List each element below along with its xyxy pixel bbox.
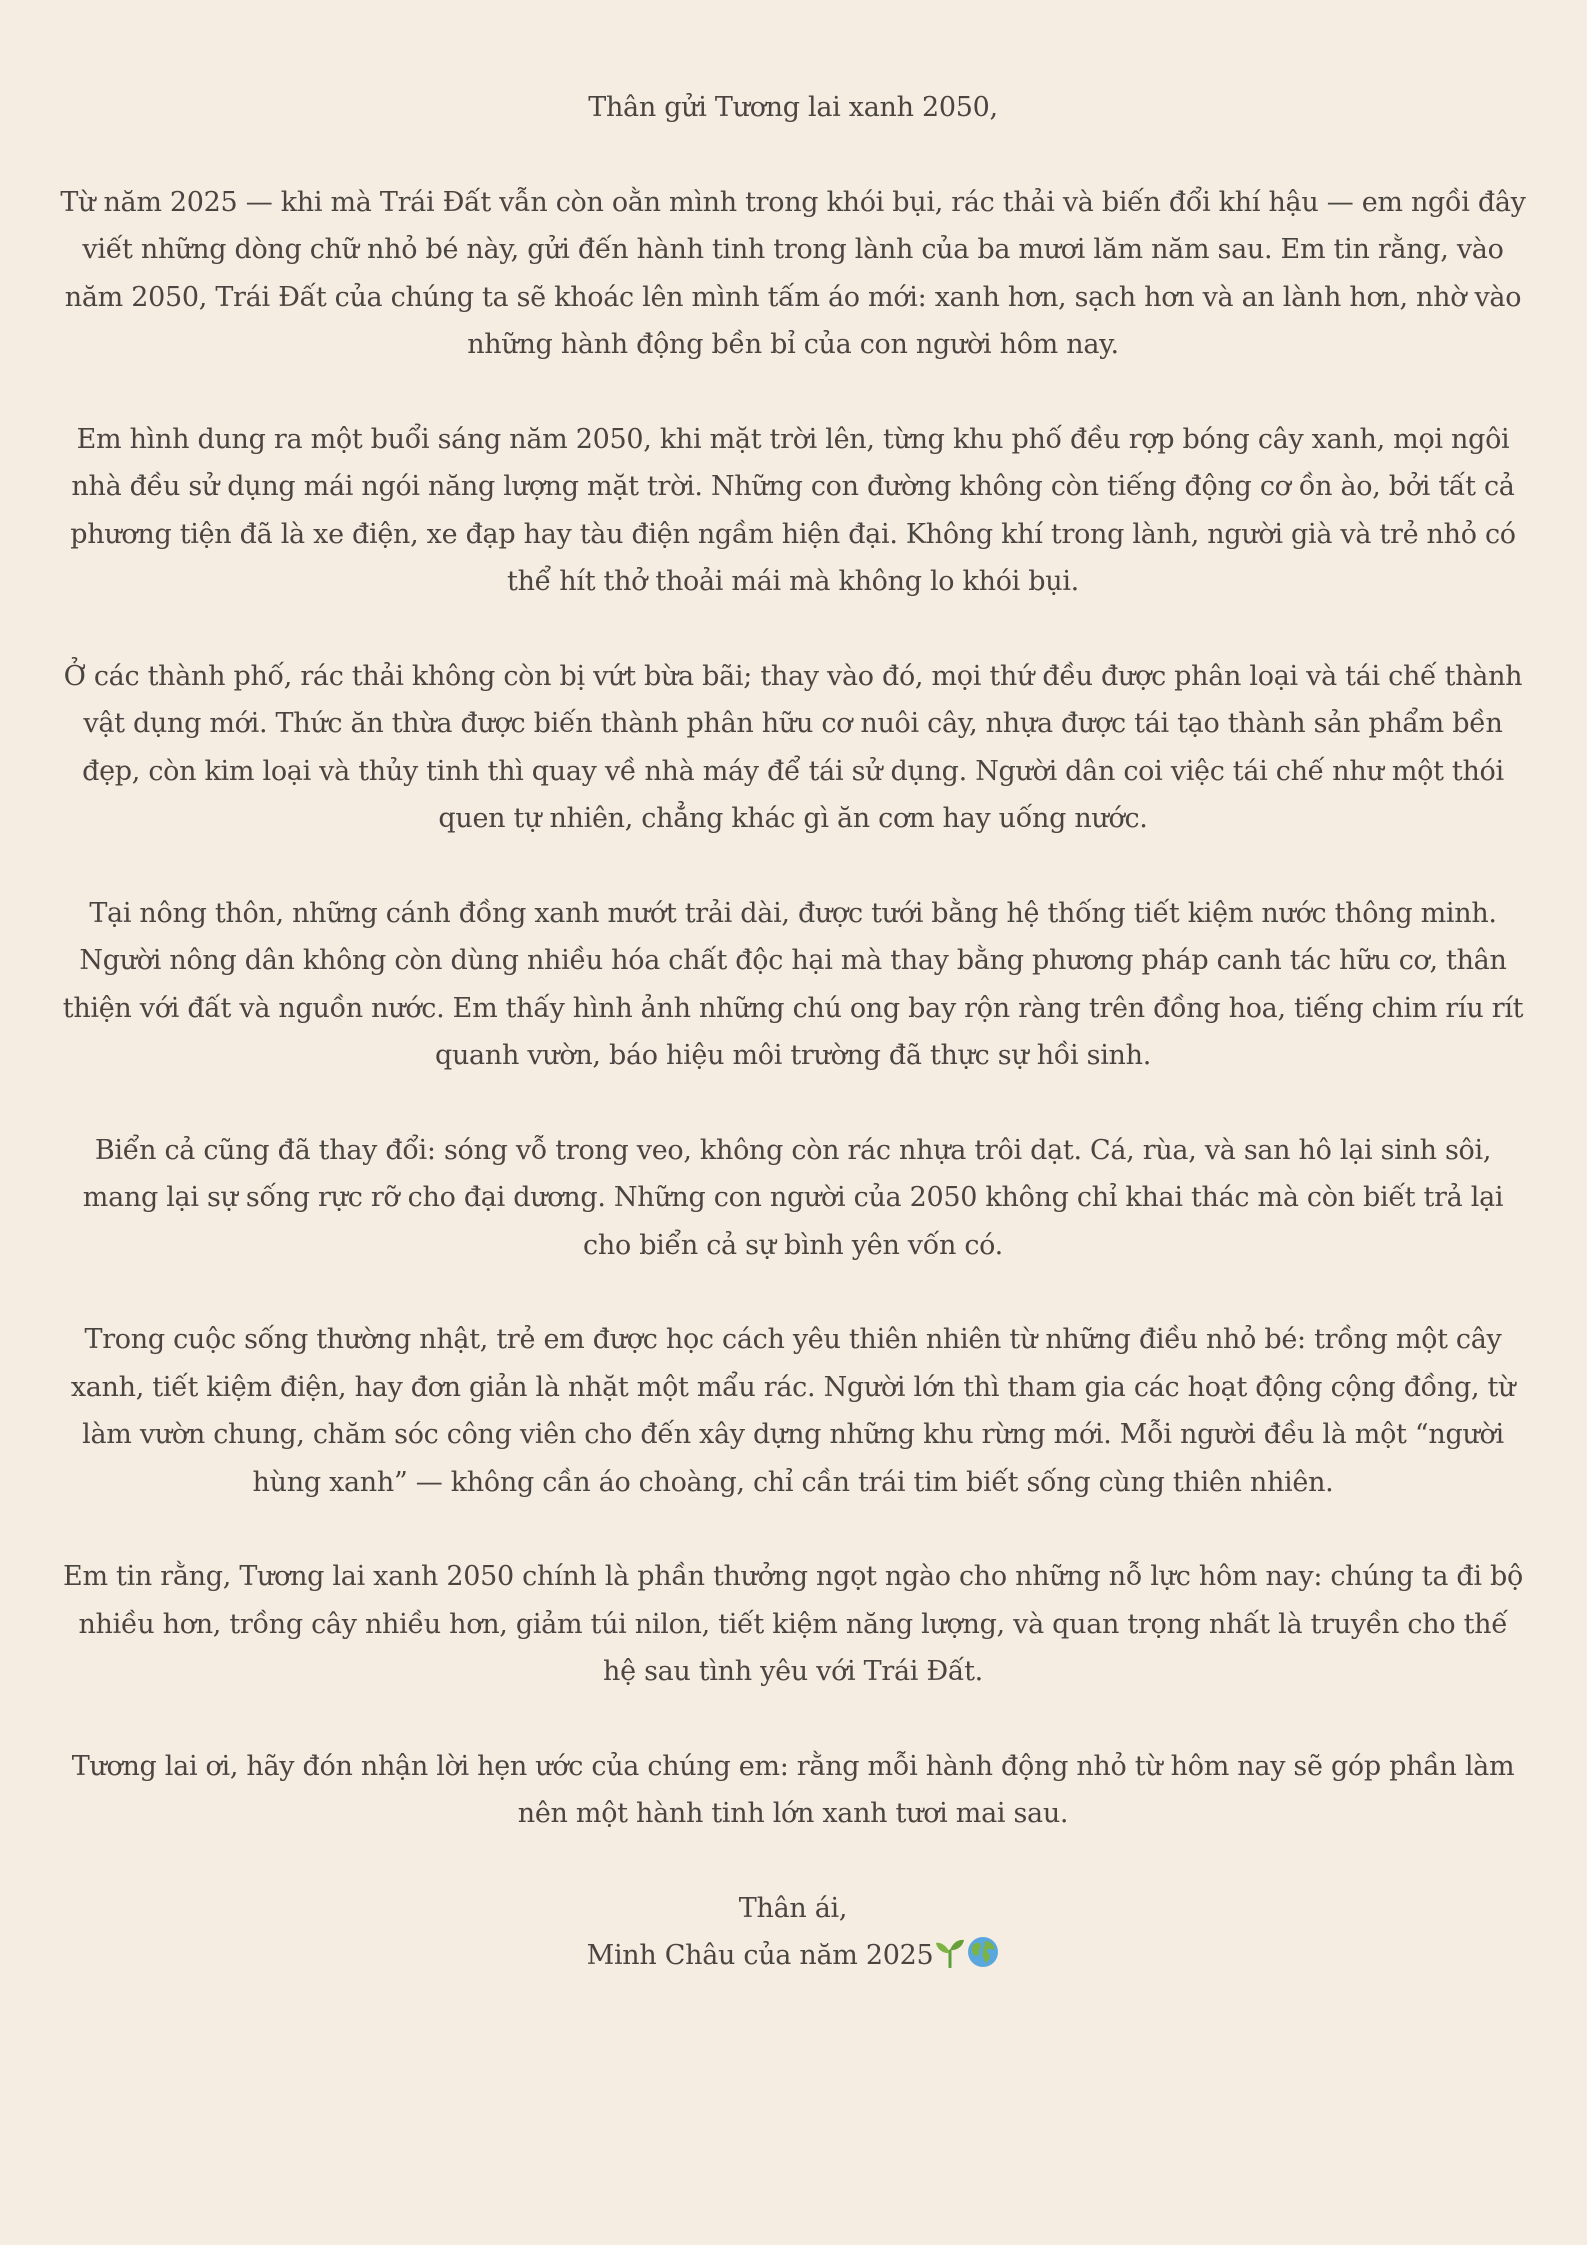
- letter-greeting: Thân gửi Tương lai xanh 2050,: [588, 92, 998, 123]
- globe-icon: [967, 1936, 999, 1968]
- seedling-icon: [935, 1936, 965, 1968]
- letter-body: [58, 84, 1528, 1980]
- letter-signature: Minh Châu của năm 2025: [586, 1940, 934, 1971]
- letter-paragraph: Em hình dung ra một buổi sáng năm 2050, khi mặt trời lên, từng khu phố đều rợp bóng cây xanh, mọi ngôi nhà đều sử dụng mái ngói năng lượng mặt trời. Những con đường không còn tiếng động cơ ồn ào, bởi tất cả phương tiện đã là xe điện, xe đạp hay tàu điện ngầm hiện đại. Không khí trong lành, người già và trẻ nhỏ có thể hít thở thoải mái mà không lo khói bụi.: [70, 423, 1516, 597]
- letter-paragraph: Em tin rằng, Tương lai xanh 2050 chính là phần thưởng ngọt ngào cho những nỗ lực hôm nay: chúng ta đi bộ nhiều hơn, trồng cây nhiều hơn, giảm túi nilon, tiết kiệm năng lượng, và quan trọng nhất là truyền cho thế hệ sau tình yêu với Trái Đất.: [63, 1561, 1523, 1687]
- letter-paragraph: Ở các thành phố, rác thải không còn bị vứt bừa bãi; thay vào đó, mọi thứ đều được phân loại và tái chế thành vật dụng mới. Thức ăn thừa được biến thành phân hữu cơ nuôi cây, nhựa được tái tạo thành sản phẩm bền đẹp, còn kim loại và thủy tinh thì quay về nhà máy để tái sử dụng. Người dân coi việc tái chế như một thói quen tự nhiên, chẳng khác gì ăn cơm hay uống nước.: [63, 660, 1523, 834]
- letter-closing: Thân ái,: [738, 1892, 848, 1924]
- letter-paragraph: Trong cuộc sống thường nhật, trẻ em được học cách yêu thiên nhiên từ những điều nhỏ bé: trồng một cây xanh, tiết kiệm điện, hay đơn giản là nhặt một mẩu rác. Người lớn thì tham gia các hoạt động cộng đồng, từ làm vườn chung, chăm sóc công viên cho đến xây dựng những khu rừng mới. Mỗi người đều là một “người hùng xanh” — không cần áo choàng, chỉ cần trái tim biết sống cùng thiên nhiên.: [70, 1324, 1516, 1498]
- letter-signature-line: [58, 1932, 1528, 1980]
- letter-paragraph: Từ năm 2025 — khi mà Trái Đất vẫn còn oằn mình trong khói bụi, rác thải và biến đổi khí hậu — em ngồi đây viết những dòng chữ nhỏ bé này, gửi đến hành tinh trong lành của ba mươi lăm năm sau. Em tin rằng, vào năm 2050, Trái Đất của chúng ta sẽ khoác lên mình tấm áo mới: xanh hơn, sạch hơn và an lành hơn, nhờ vào những hành động bền bỉ của con người hôm nay.: [60, 186, 1526, 360]
- letter-paragraph: Tại nông thôn, những cánh đồng xanh mướt trải dài, được tưới bằng hệ thống tiết kiệm nước thông minh. Người nông dân không còn dùng nhiều hóa chất độc hại mà thay bằng phương pháp canh tác hữu cơ, thân thiện với đất và nguồn nước. Em thấy hình ảnh những chú ong bay rộn ràng trên đồng hoa, tiếng chim ríu rít quanh vườn, báo hiệu môi trường đã thực sự hồi sinh.: [62, 897, 1524, 1071]
- letter-paragraph: Tương lai ơi, hãy đón nhận lời hẹn ước của chúng em: rằng mỗi hành động nhỏ từ hôm nay sẽ góp phần làm nên một hành tinh lớn xanh tươi mai sau.: [71, 1750, 1515, 1829]
- letter-closing-block: [58, 1885, 1528, 1980]
- letter-paragraph: Biển cả cũng đã thay đổi: sóng vỗ trong veo, không còn rác nhựa trôi dạt. Cá, rùa, và san hô lại sinh sôi, mang lại sự sống rực rỡ cho đại dương. Những con người của 2050 không chỉ khai thác mà còn biết trả lại cho biển cả sự bình yên vốn có.: [82, 1134, 1504, 1261]
